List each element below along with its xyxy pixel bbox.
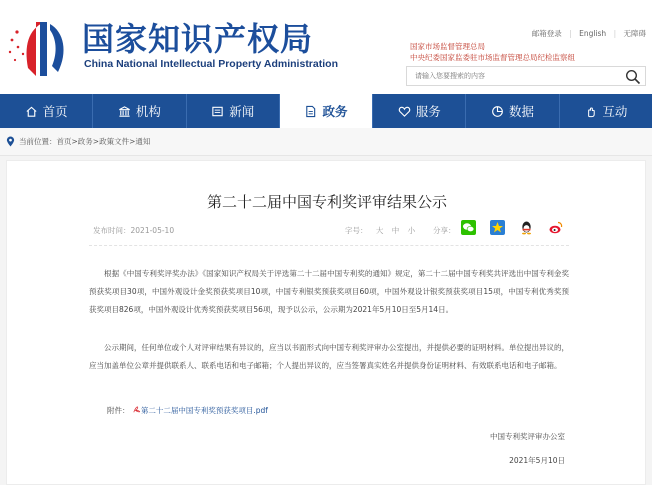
- link-separator: |: [613, 29, 617, 38]
- star-icon[interactable]: [490, 220, 505, 235]
- nav-item-institution[interactable]: [93, 94, 186, 128]
- font-size-switcher: [345, 225, 421, 236]
- mail-login-link[interactable]: 邮箱登录: [531, 29, 562, 38]
- related-links: [410, 41, 575, 63]
- nav-label: 机构: [135, 104, 161, 119]
- accessibility-link[interactable]: 无障碍: [623, 29, 646, 38]
- qq-icon[interactable]: [519, 220, 534, 235]
- search-icon[interactable]: [625, 69, 641, 85]
- nav-item-interaction[interactable]: [560, 94, 652, 128]
- wechat-icon[interactable]: [461, 220, 476, 235]
- breadcrumb[interactable]: 当前位置：首页>政务>政策文件>通知: [19, 137, 151, 146]
- institution-icon: [118, 105, 131, 118]
- paragraph-1-text: 根据《中国专利奖评奖办法》《国家知识产权局关于评选第二十二届中国专利奖的通知》规定，第二十二届中国专利奖共评选出中国专利金奖预获奖项目30项，中国外观设计金奖预获奖项目10项，中国专利银奖预获奖项目60项，中国外观设计银奖预获奖项目15项，中国专利优秀奖预获奖项目826项，中国外观设计优秀奖预获奖项目56项，现予以公示，公示期为2021年5月10日至5月14日。: [89, 269, 569, 314]
- org-name-cn: 国家知识产权局: [82, 20, 314, 58]
- home-icon: [25, 105, 38, 118]
- main-nav: [0, 94, 652, 128]
- document-icon: [304, 105, 317, 118]
- samr-link[interactable]: 国家市场监督管理总局: [410, 42, 485, 51]
- article-paragraph-1: [89, 265, 569, 319]
- cnipa-logo[interactable]: [6, 16, 72, 82]
- nav-label: 互动: [602, 104, 628, 119]
- weibo-icon[interactable]: [548, 220, 563, 235]
- article-paragraph-2: [89, 339, 569, 375]
- font-size-large[interactable]: 大: [375, 226, 384, 235]
- nav-item-data[interactable]: [466, 94, 559, 128]
- nav-label: 政务: [322, 104, 348, 119]
- article-card: [6, 160, 646, 485]
- nav-item-government-affairs[interactable]: [280, 94, 373, 128]
- site-header: [0, 0, 652, 94]
- breadcrumb-bar: [0, 128, 652, 156]
- paragraph-2-text: 公示期间，任何单位或个人对评审结果有异议的，应当以书面形式向中国专利奖评审办公室提出，并提供必要的证明材料。单位提出异议的，应当加盖单位公章并提供联系人、联系电话和电子邮箱；个人提出异议的，应当签署真实姓名并提供身份证明材料、有效联系电话和电子邮箱。: [89, 343, 569, 370]
- nav-label: 数据: [509, 104, 535, 119]
- attachment: [107, 405, 268, 416]
- attachment-label: 附件：: [107, 406, 130, 415]
- news-icon: [211, 105, 224, 118]
- search-box: [406, 66, 646, 86]
- font-size-medium[interactable]: 中: [391, 226, 400, 235]
- data-icon: [491, 105, 504, 118]
- divider: [89, 245, 569, 246]
- interaction-icon: [584, 105, 597, 118]
- heart-icon: [398, 105, 411, 118]
- signature: 中国专利奖评审办公室: [490, 432, 565, 441]
- font-size-label: 字号：: [345, 226, 368, 235]
- publish-date: 发布时间：2021-05-10: [93, 226, 175, 235]
- english-link[interactable]: English: [579, 29, 607, 38]
- org-name-en: China National Intellectual Property Administration: [84, 58, 338, 70]
- nav-item-news[interactable]: [187, 94, 280, 128]
- link-separator: |: [569, 29, 572, 38]
- nav-label: 服务: [415, 104, 441, 119]
- font-size-small[interactable]: 小: [407, 226, 416, 235]
- share-icons: [461, 220, 577, 235]
- nav-item-home[interactable]: [0, 94, 93, 128]
- location-pin-icon: [6, 136, 15, 147]
- attachment-link[interactable]: 第二十二届中国专利奖预获奖项目.pdf: [140, 406, 268, 415]
- search-input[interactable]: [407, 67, 617, 85]
- share-label: 分享：: [433, 226, 456, 235]
- nav-label: 首页: [42, 104, 68, 119]
- article-title: 第二十二届中国专利奖评审结果公示: [206, 193, 447, 211]
- discipline-link[interactable]: 中央纪委国家监委驻市场监督管理总局纪检监察组: [410, 53, 575, 62]
- nav-item-service[interactable]: [373, 94, 466, 128]
- nav-label: 新闻: [229, 104, 255, 119]
- sign-date: 2021年5月10日: [509, 456, 565, 465]
- top-links: [532, 28, 646, 39]
- pdf-icon: [132, 405, 141, 414]
